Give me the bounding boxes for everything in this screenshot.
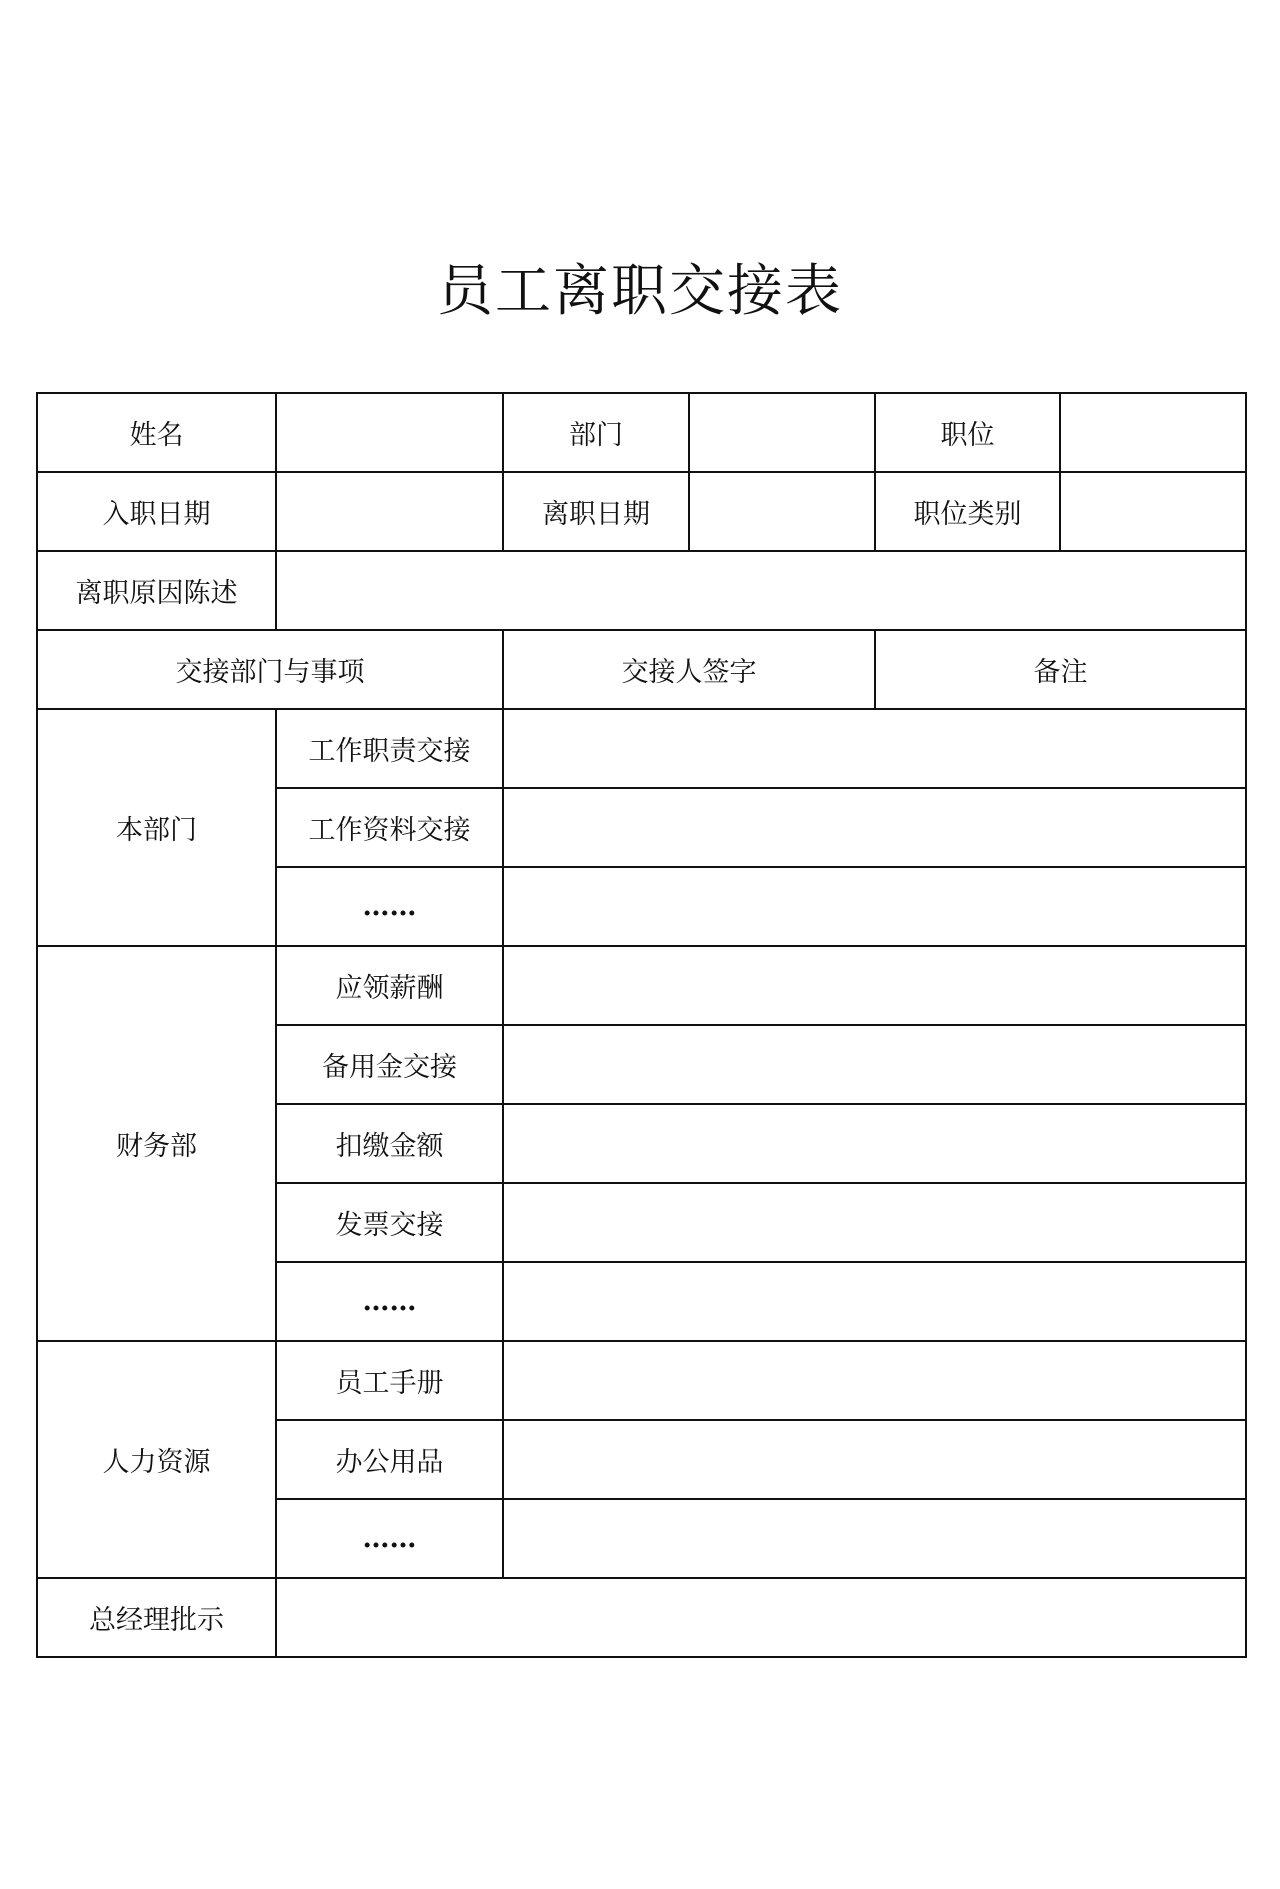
dept-label-hr: 人力资源 [37, 1341, 276, 1578]
approval-label: 总经理批示 [37, 1578, 276, 1657]
dept-label-finance: 财务部 [37, 946, 276, 1341]
item-label: 办公用品 [276, 1420, 503, 1499]
row-approval [37, 1578, 1246, 1657]
dept-label-own: 本部门 [37, 709, 276, 946]
item-field[interactable] [503, 1420, 1246, 1499]
item-field[interactable] [503, 946, 1246, 1025]
item-field[interactable] [503, 1104, 1246, 1183]
approval-field[interactable] [276, 1578, 1246, 1657]
leave-date-field[interactable] [689, 472, 875, 551]
position-field[interactable] [1060, 393, 1246, 472]
position-label: 职位 [875, 393, 1060, 472]
remarks-header: 备注 [875, 630, 1246, 709]
row-handover-header [37, 630, 1246, 709]
name-label: 姓名 [37, 393, 276, 472]
dept-field[interactable] [689, 393, 875, 472]
item-field[interactable] [503, 788, 1246, 867]
item-ellipsis: …… [276, 867, 503, 946]
row-basic-2 [37, 472, 1246, 551]
position-type-field[interactable] [1060, 472, 1246, 551]
item-label: 应领薪酬 [276, 946, 503, 1025]
item-field[interactable] [503, 709, 1246, 788]
leave-date-label: 离职日期 [503, 472, 689, 551]
hire-date-field[interactable] [276, 472, 503, 551]
item-label: 备用金交接 [276, 1025, 503, 1104]
item-ellipsis: …… [276, 1499, 503, 1578]
signer-header: 交接人签字 [503, 630, 875, 709]
item-field[interactable] [503, 1499, 1246, 1578]
item-field[interactable] [503, 1341, 1246, 1420]
position-type-label: 职位类别 [875, 472, 1060, 551]
name-field[interactable] [276, 393, 503, 472]
item-field[interactable] [503, 1183, 1246, 1262]
item-field[interactable] [503, 867, 1246, 946]
item-label: 发票交接 [276, 1183, 503, 1262]
page-title: 员工离职交接表 [437, 259, 843, 324]
item-field[interactable] [503, 1262, 1246, 1341]
dept-label: 部门 [503, 393, 689, 472]
reason-label: 离职原因陈述 [37, 551, 276, 630]
table-row [37, 709, 1246, 788]
item-label: 工作职责交接 [276, 709, 503, 788]
row-reason [37, 551, 1246, 630]
handover-form-table [36, 392, 1247, 1658]
row-basic-1 [37, 393, 1246, 472]
handover-items-header: 交接部门与事项 [37, 630, 503, 709]
table-row [37, 1341, 1246, 1420]
item-field[interactable] [503, 1025, 1246, 1104]
item-ellipsis: …… [276, 1262, 503, 1341]
hire-date-label: 入职日期 [37, 472, 276, 551]
item-label: 工作资料交接 [276, 788, 503, 867]
item-label: 扣缴金额 [276, 1104, 503, 1183]
reason-field[interactable] [276, 551, 1246, 630]
item-label: 员工手册 [276, 1341, 503, 1420]
table-row [37, 946, 1246, 1025]
